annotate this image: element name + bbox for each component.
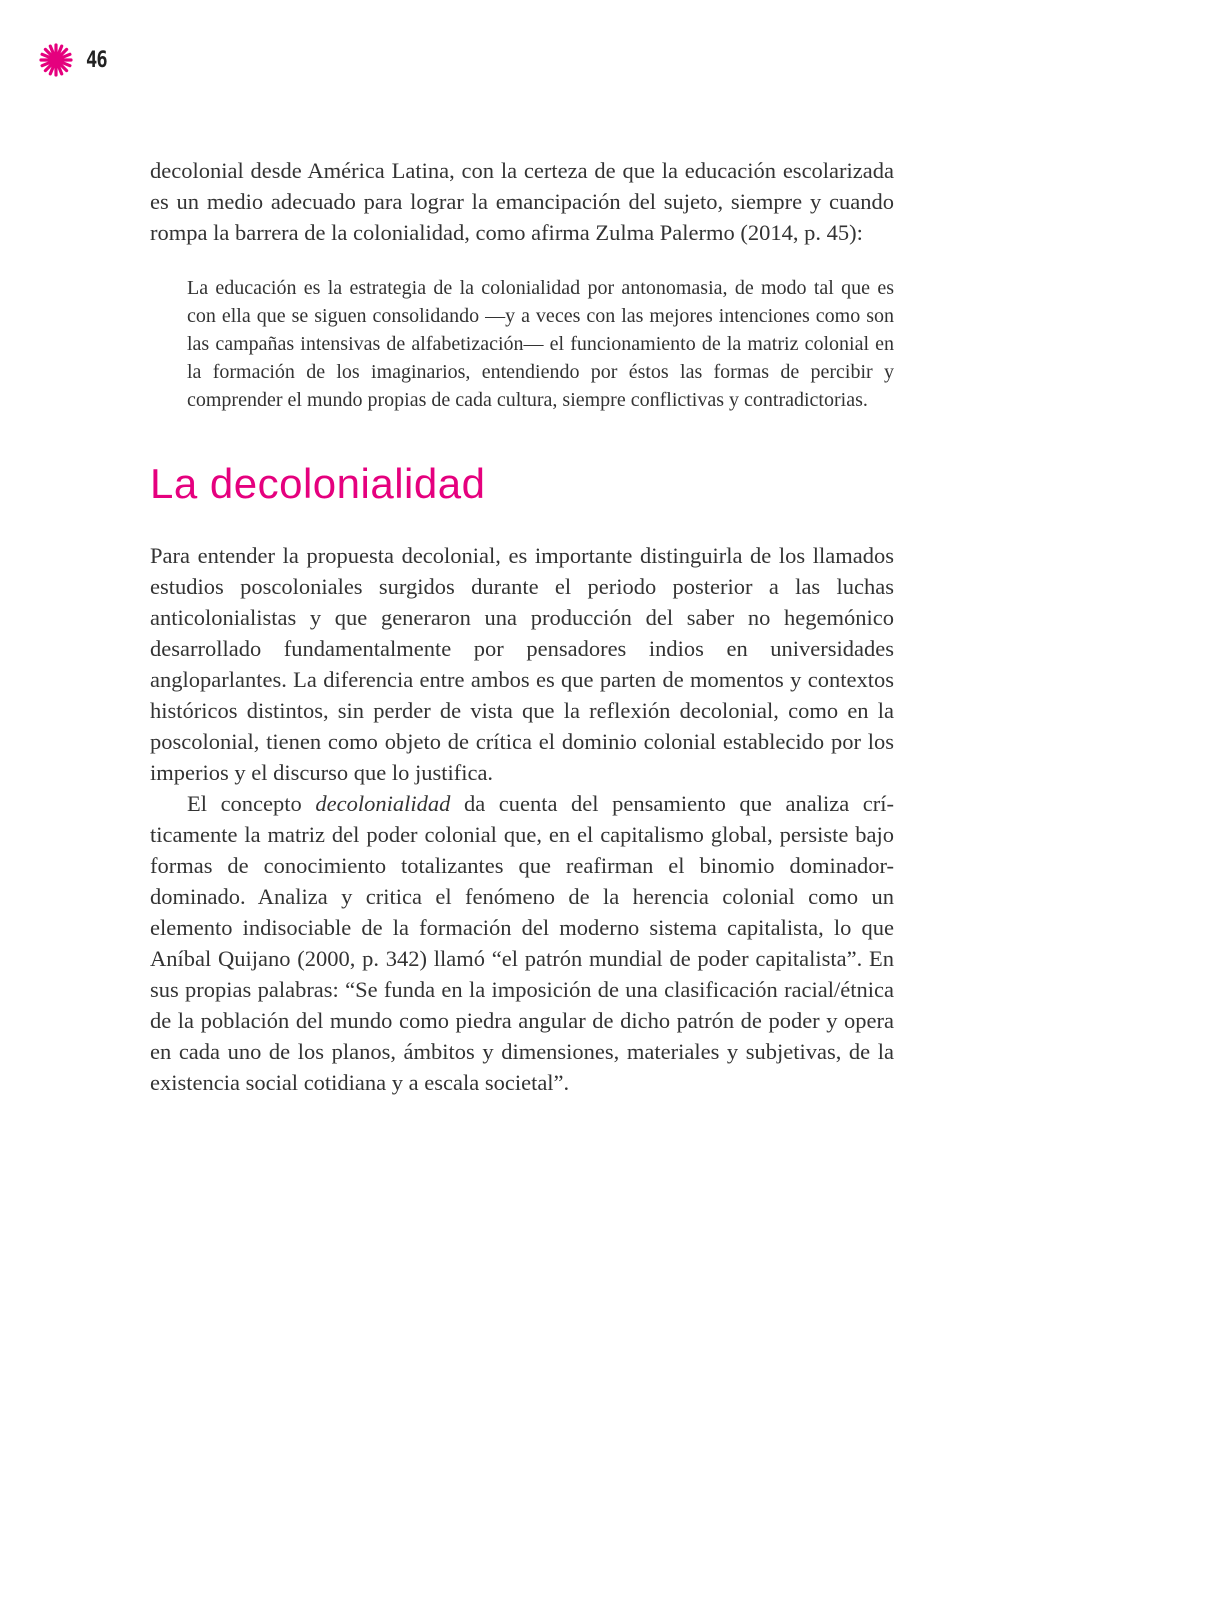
intro-paragraph: decolonial desde América Latina, con la certeza de que la educación escolarizada es un medio adecuado para lograr la emancipación del sujeto, siempre y cuando rompa la barrera de la colonialidad, como afirma Zulma Palermo (2014, p. 45): — [150, 158, 894, 245]
emphasized-term: decolonialidad — [315, 791, 451, 816]
page-header — [38, 40, 111, 80]
body-paragraph-2 — [150, 788, 894, 1098]
asterisk-icon — [38, 42, 74, 78]
section-body — [150, 540, 894, 1098]
block-quote: La educación es la estrategia de la colonialidad por antonomasia, de modo tal que es con ella que se siguen consolidando —y a veces con las mejores intenciones como son las campañas intensivas de alfabetización— el funcionamiento de la matriz colonial en la formación de los imaginarios, entendiendo por éstos las formas de percibir y comprender el mundo propias de cada cultura, siempre conflictivas y contradictorias. — [187, 277, 894, 411]
section-title: La decolonialidad — [150, 460, 486, 507]
paragraph-2-rest: da cuenta del pensamiento que analiza críticamente la matriz del poder colonial que, en el capitalismo global, persiste bajo formas de conocimiento totalizantes que reafirman el binomio dominador-dominado. Analiza y critica el fenómeno de la herencia colonial como un elemento indisociable de la formación del moderno sistema capitalista, lo que Aníbal Quijano (2000, p. 342) llamó “el patrón mundial de poder capitalista”. En sus propias palabras: “Se funda en la imposición de una clasificación racial/étnica de la población del mundo como piedra angular de dicho patrón de poder y opera en cada uno de los planos, ámbitos y dimensiones, materiales y subjetivas, de la existencia social cotidiana y a escala societal”. — [150, 791, 894, 1095]
paragraph-2-start: El concepto — [187, 791, 316, 816]
page-number: 46 — [86, 47, 107, 73]
body-paragraph-1: Para entender la propuesta decolonial, es importante distinguirla de los llamados estudios poscoloniales surgidos durante el periodo posterior a las luchas anticolonialistas y que generaron una producción del saber no hegemónico desarrollado fundamentalmente por pensadores indios en universidades angloparlantes. La diferencia entre ambos es que parten de momentos y contextos históricos distintos, sin perder de vista que la reflexión decolonial, como en la poscolonial, tienen como objeto de crítica el dominio colonial establecido por los imperios y el discurso que lo justifica. — [150, 543, 894, 785]
page-content — [150, 155, 894, 1098]
